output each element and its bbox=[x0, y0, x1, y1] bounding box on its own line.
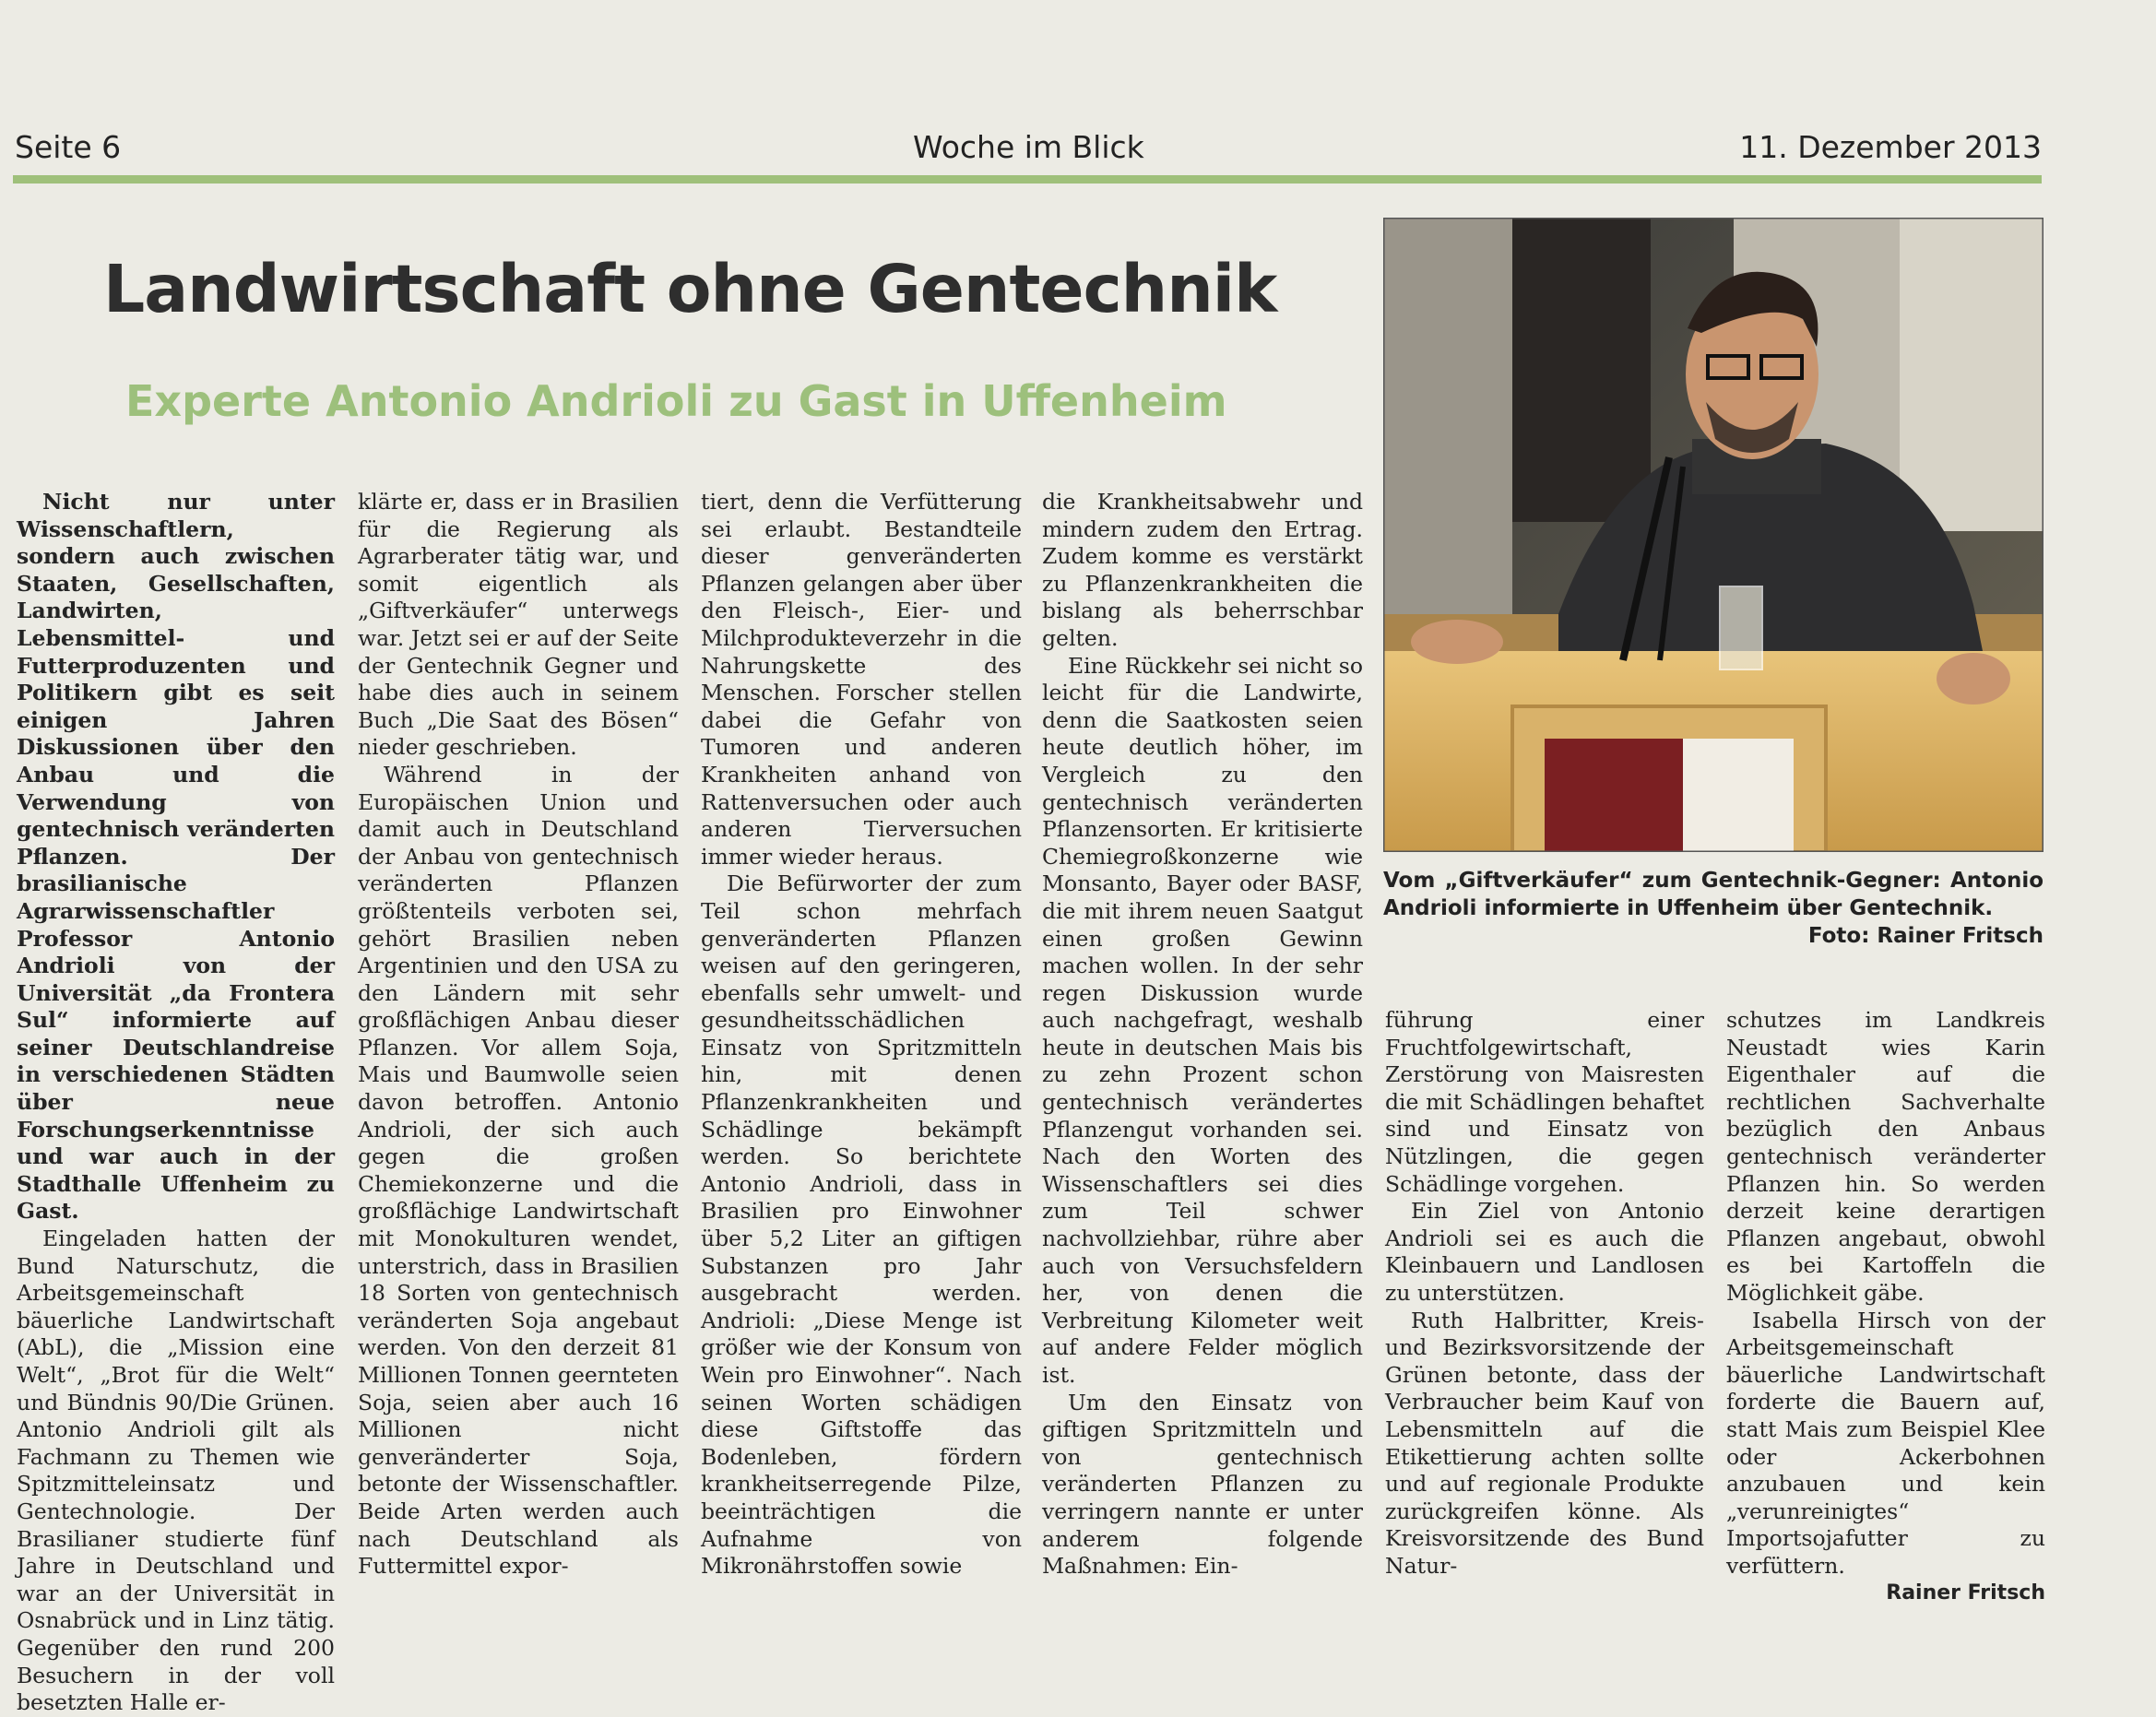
article-paragraph: Während in der Europäischen Union und damit auch in Deutschland der Anbau von gentechnisch veränderten Pflanzen größtenteils verboten sei, gehört Brasilien neben Argentinien und den USA zu den Ländern mit sehr großflächigen Anbau dieser Pflanzen. Vor allem Soja, Mais und Baumwolle seien davon betroffen. Antonio Andrioli, der sich auch gegen die großen Chemiekonzerne und die großflächige Landwirtschaft mit Monokulturen wendet, unterstrich, dass in Brasilien 18 Sorten von gentechnisch veränderten Soja angebaut werden. Von den derzeit 81 Millionen Tonnen geernteten Soja, seien aber auch 16 Millionen nicht genveränderter Soja, betonte der Wissenschaftler. Beide Arten werden auch nach Deutschland als Futtermittel expor- bbox=[358, 761, 679, 1580]
article-column-3 bbox=[701, 489, 1022, 1581]
article-paragraph: Ruth Halbritter, Kreis- und Bezirksvorsitzende der Grünen betonte, dass der Verbraucher beim Kauf von Lebensmitteln auf die Etikettierung achten sollte und auf regionale Produkte zurückgreifen könne. Als Kreisvorsitzende des Bund Natur- bbox=[1385, 1307, 1704, 1579]
article-paragraph: Um den Einsatz von giftigen Spritzmitteln und von gentechnisch veränderten Pflanzen zu verringern nannte er unter anderem folgende Maßnahmen: Ein- bbox=[1042, 1389, 1363, 1580]
photo-credit: Foto: Rainer Fritsch bbox=[1807, 924, 2043, 948]
article-author: Rainer Fritsch bbox=[1886, 1581, 2045, 1605]
article-paragraph: die Krankheitsabwehr und mindern zudem den Ertrag. Zudem komme es verstärkt zu Pflanzenkrankheiten die bislang als beherrschbar gelten. bbox=[1042, 489, 1363, 651]
section-title: Woche im Blick bbox=[913, 129, 1144, 165]
article-paragraph: Die Befürworter der zum Teil schon mehrfach genveränderten Pflanzen weisen auf den geringeren, ebenfalls sehr umwelt- und gesundheitsschädlichen Einsatz von Spritzmitteln hin, mit denen Pflanzenkrankheiten und Schädlinge bekämpft werden. So berichtete Antonio Andrioli, dass in Brasilien pro Einwohner über 5,2 Liter an giftigen Substanzen pro Jahr ausgebracht werden. Andrioli: „Diese Menge ist größer wie der Konsum von Wein pro Einwohner“. Nach seinen Worten schädigen diese Giftstoffe das Bodenleben, fördern krankheitserregende Pilze, beeinträchtigen die Aufnahme von Mikronährstoffen sowie bbox=[701, 870, 1022, 1580]
speaker-photo-illustration bbox=[1383, 218, 2043, 852]
article-column-6 bbox=[1726, 1007, 2045, 1607]
article-column-4 bbox=[1042, 489, 1363, 1581]
article-lead-paragraph: Nicht nur unter Wissenschaftlern, sondern auch zwischen Staaten, Gesellschaften, Landwirten, Lebensmittel- und Futterproduzenten und Politikern gibt es seit einigen Jahren Diskussionen über den Anbau und die Verwendung von gentechnisch veränderten Pflanzen. Der brasilianische Agrarwissenschaftler Professor Antonio Andrioli von der Universität „da Frontera Sul“ informierte auf seiner Deutschlandreise in verschiedenen Städten über neue Forschungserkenntnisse und war auch in der Stadthalle Uffenheim zu Gast. bbox=[17, 489, 335, 1225]
article-column-5 bbox=[1385, 1007, 1704, 1580]
photo-caption: Vom „Giftverkäufer“ zum Gentechnik-Gegner: Antonio Andrioli informierte in Uffenheim über Gentechnik. bbox=[1383, 869, 2043, 920]
article-column-1 bbox=[17, 489, 335, 1717]
photo-caption-block bbox=[1383, 867, 2043, 950]
article-paragraph: Eingeladen hatten der Bund Naturschutz, die Arbeitsgemeinschaft bäuerliche Landwirtschaft (AbL), die „Mission eine Welt“, „Brot für die Welt“ und Bündnis 90/Die Grünen. Antonio Andrioli gilt als Fachmann zu Themen wie Spitzmitteleinsatz und Gentechnologie. Der Brasilianer studierte fünf Jahre in Deutschland und war an der Universität in Osnabrück und in Linz tätig. Gegenüber den rund 200 Besuchern in der voll besetzten Halle er- bbox=[17, 1226, 335, 1716]
article-photo bbox=[1383, 218, 2043, 852]
article-paragraph: führung einer Fruchtfolgewirtschaft, Zerstörung von Maisresten die mit Schädlingen behaftet sind und Einsatz von Nützlingen, die gegen Schädlinge vorgehen. bbox=[1385, 1007, 1704, 1197]
article-paragraph: tiert, denn die Verfütterung sei erlaubt. Bestandteile dieser genveränderten Pflanzen gelangen aber über den Fleisch-, Eier- und Milchprodukteverzehr in die Nahrungskette des Menschen. Forscher stellen dabei die Gefahr von Tumoren und anderen Krankheiten anhand von Rattenversuchen oder auch anderen Tierversuchen immer wieder heraus. bbox=[701, 489, 1022, 870]
article-paragraph: Ein Ziel von Antonio Andrioli sei es auch die Kleinbauern und Landlosen zu unterstützen. bbox=[1385, 1198, 1704, 1306]
article-subheadline: Experte Antonio Andrioli zu Gast in Uffenheim bbox=[125, 376, 1227, 426]
article-headline: Landwirtschaft ohne Gentechnik bbox=[103, 251, 1277, 327]
article-column-2 bbox=[358, 489, 679, 1581]
article-paragraph: klärte er, dass er in Brasilien für die Regierung als Agrarberater tätig war, und somit eigentlich als „Giftverkäufer“ unterwegs war. Jetzt sei er auf der Seite der Gentechnik Gegner und habe dies auch in seinem Buch „Die Saat des Bösen“ nieder geschrieben. bbox=[358, 489, 679, 761]
page-number: Seite 6 bbox=[15, 129, 122, 165]
article-paragraph: Isabella Hirsch von der Arbeitsgemeinschaft bäuerliche Landwirtschaft forderte die Bauern auf, statt Mais zum Beispiel Klee oder Ackerbohnen anzubauen und kein „verunreinigtes“ Importsojafutter zu verfüttern. bbox=[1726, 1307, 2045, 1579]
header-rule bbox=[13, 175, 2042, 184]
article-paragraph: Eine Rückkehr sei nicht so leicht für die Landwirte, denn die Saatkosten seien heute deutlich höher, im Vergleich zu den gentechnisch veränderten Pflanzensorten. Er kritisierte Chemiegroßkonzerne wie Monsanto, Bayer oder BASF, die mit ihrem neuen Saatgut einen großen Gewinn machen wollen. In der sehr regen Diskussion wurde auch nachgefragt, weshalb heute in deutschen Mais bis zu zehn Prozent schon gentechnisch verändertes Pflanzengut vorhanden sei. Nach den Worten des Wissenschaftlers sei dies zum Teil schwer nachvollziehbar, rühre aber auch von Versuchsfeldern her, von denen die Verbreitung Kilometer weit auf andere Felder möglich ist. bbox=[1042, 652, 1363, 1388]
issue-date: 11. Dezember 2013 bbox=[1739, 129, 2042, 165]
article-paragraph: schutzes im Landkreis Neustadt wies Karin Eigenthaler auf die rechtlichen Sachverhalte bezüglich den Anbaus gentechnisch veränderter Pflanzen hin. So werden derzeit keine derartigen Pflanzen angebaut, obwohl es bei Kartoffeln die Möglichkeit gäbe. bbox=[1726, 1007, 2045, 1306]
